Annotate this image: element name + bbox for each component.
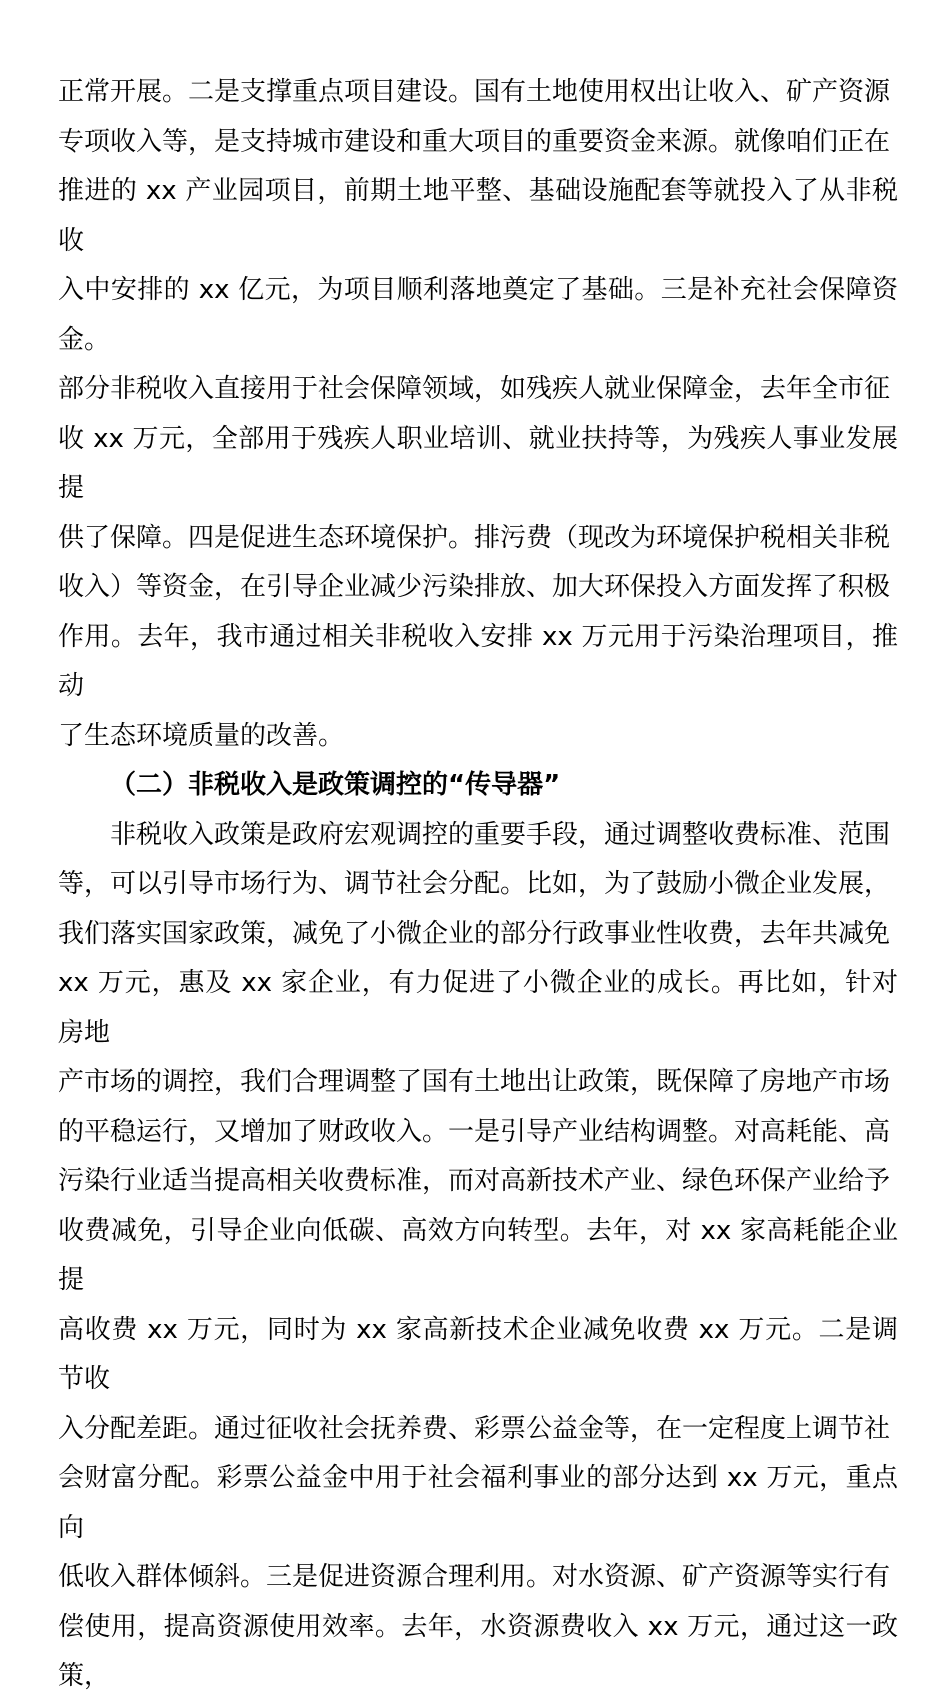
section-heading: （二）非税收入是政策调控的“传导器” [110, 770, 561, 800]
document-body [58, 68, 898, 1702]
paragraph-continued: 正常开展。二是支撑重点项目建设。国有土地使用权出让收入、矿产资源 专项收入等，是支持城市建设和重大项目的重要资金来源。就像咱们正在 推进的 xx 产业园项目，前期土地平整、基础设施配套等就投入了从非税收 入中安排的 xx 亿元，为项目顺利落地奠定了基础。三是补充社会保障资金。 部分非税收入直接用于社会保障领域，如残疾人就业保障金，去年全市征 收 xx 万元，全部用于残疾人职业培训、就业扶持等，为残疾人事业发展提 供了保障。四是促进生态环境保护。排污费（现改为环境保护税相关非税 收入）等资金，在引导企业减少污染排放、加大环保投入方面发挥了积极 作用。去年，我市通过相关非税收入安排 xx 万元用于污染治理项目，推动 了生态环境质量的改善。 [58, 77, 898, 751]
paragraph-policy: 非税收入政策是政府宏观调控的重要手段，通过调整收费标准、范围 等，可以引导市场行为、调节社会分配。比如，为了鼓励小微企业发展， 我们落实国家政策，减免了小微企业的部分行政事业性收费，去年共减免 xx 万元，惠及 xx 家企业，有力促进了小微企业的成长。再比如，针对房地 产市场的调控，我们合理调整了国有土地出让政策，既保障了房地产市场 的平稳运行，又增加了财政收入。一是引导产业结构调整。对高耗能、高 污染行业适当提高相关收费标准，而对高新技术产业、绿色环保产业给予 收费减免，引导企业向低碳、高效方向转型。去年，对 xx 家高耗能企业提 高收费 xx 万元，同时为 xx 家高新技术企业减免收费 xx 万元。二是调节收 入分配差距。通过征收社会抚养费、彩票公益金等，在一定程度上调节社 会财富分配。彩票公益金中用于社会福利事业的部分达到 xx 万元，重点向 低收入群体倾斜。三是促进资源合理利用。对水资源、矿产资源等实行有 偿使用，提高资源使用效率。去年，水资源费收入 xx 万元，通过这一政策， [58, 819, 898, 1691]
